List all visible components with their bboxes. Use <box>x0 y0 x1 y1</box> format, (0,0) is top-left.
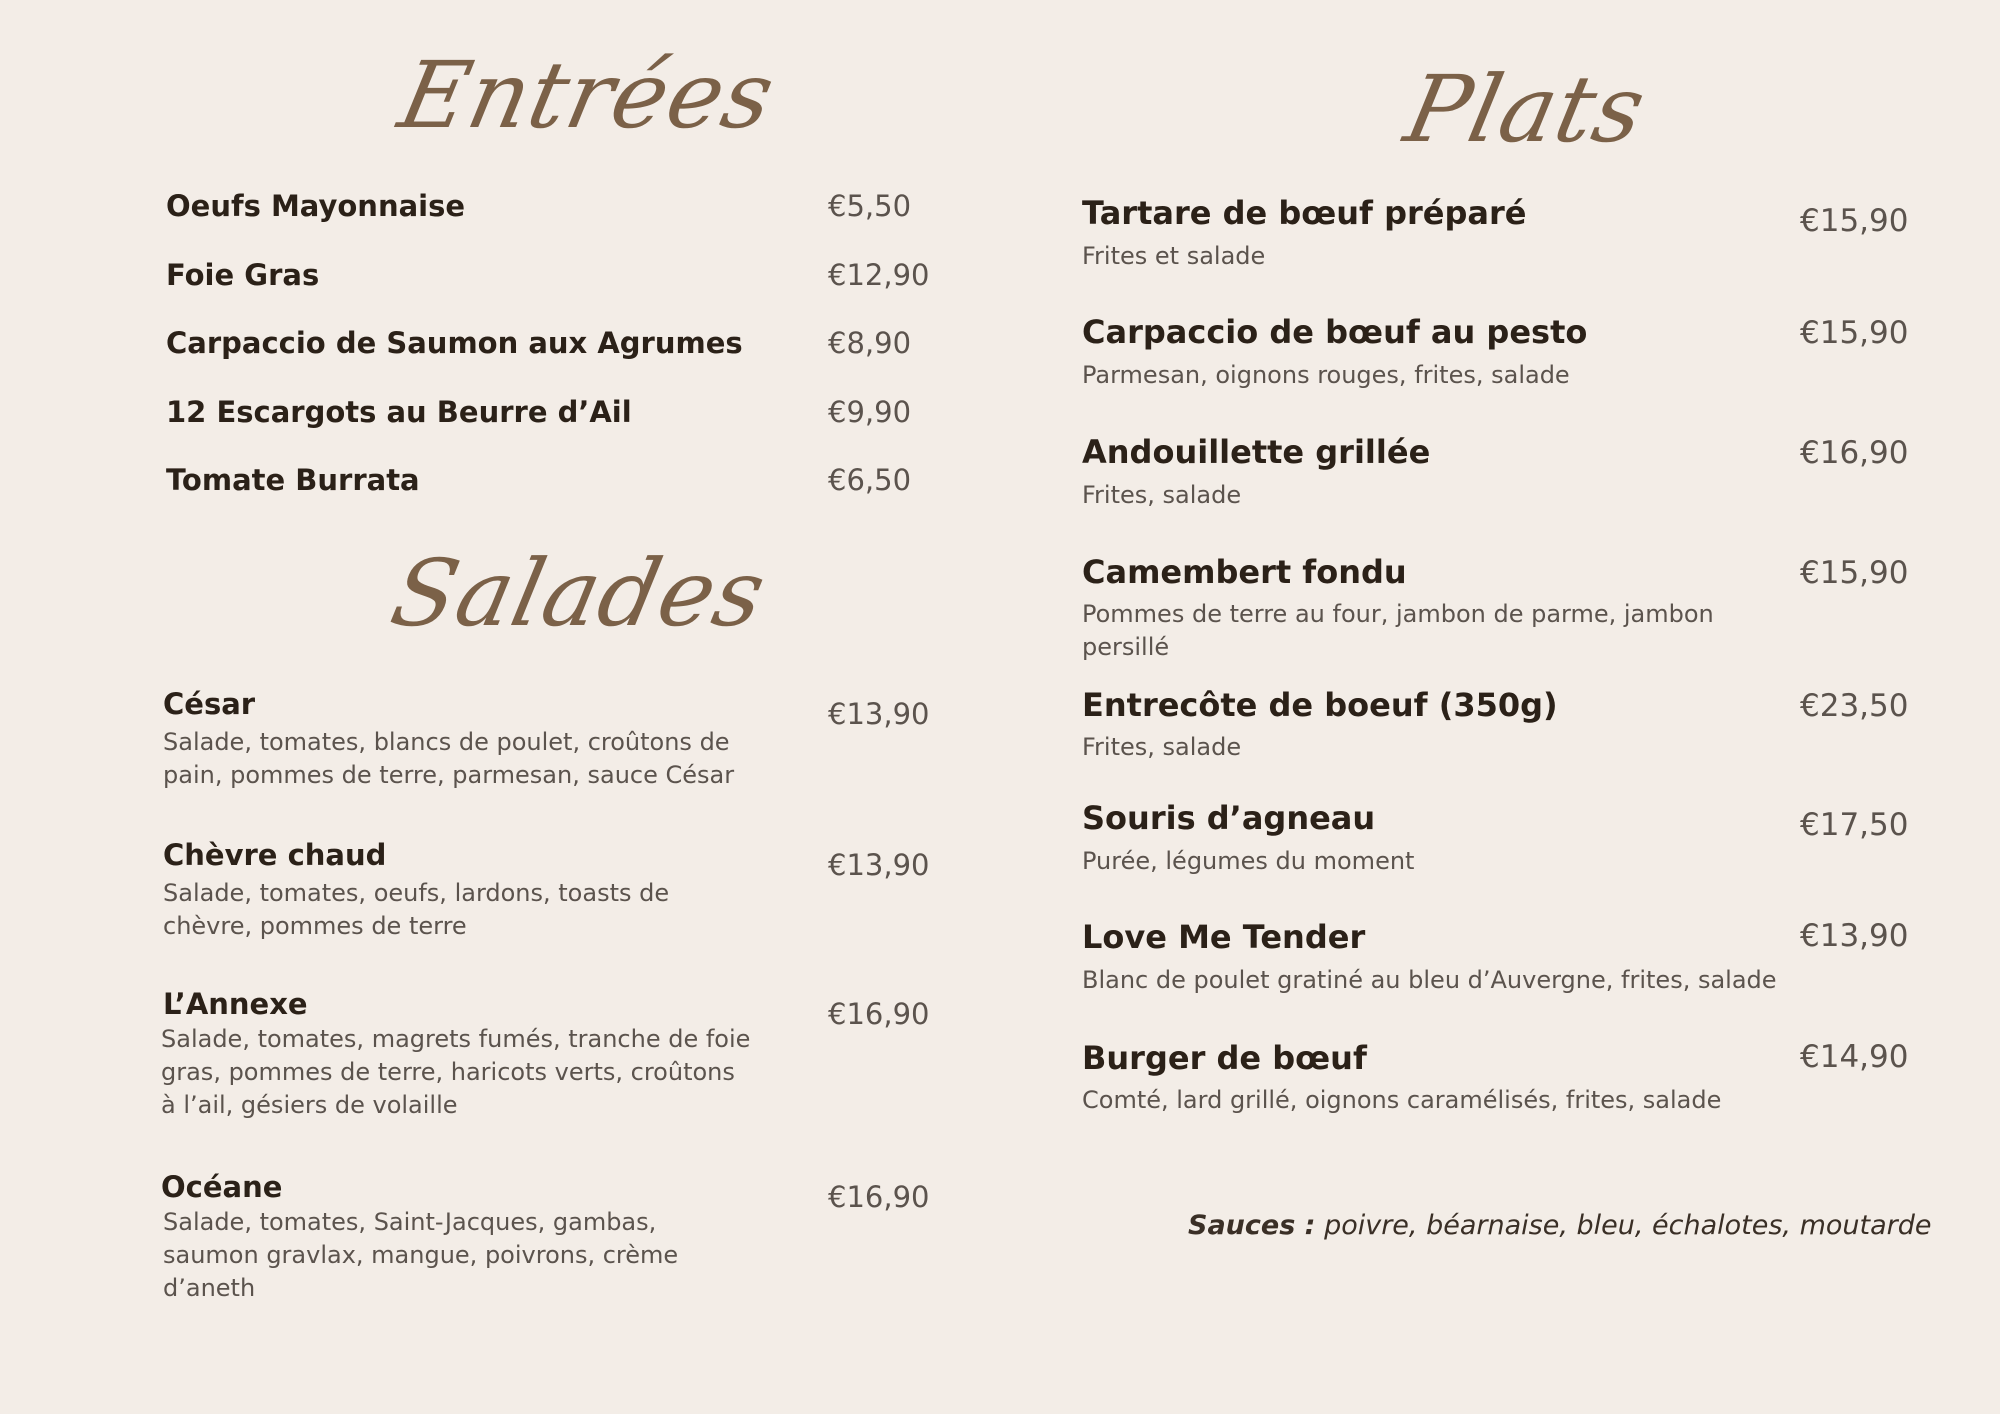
entree-price: €8,90 <box>828 326 912 360</box>
plat-price: €15,90 <box>1800 555 1909 591</box>
plat-desc: Comté, lard grillé, oignons caramélisés, frites, salade <box>1082 1086 1722 1114</box>
plat-name: Carpaccio de bœuf au pesto <box>1082 313 1588 351</box>
entree-name: 12 Escargots au Beurre d’Ail <box>166 395 632 429</box>
entree-price: €12,90 <box>828 258 930 292</box>
plats-title: Plats <box>1396 56 1655 163</box>
entree-name: Foie Gras <box>166 258 320 292</box>
plat-price: €13,90 <box>1800 918 1909 954</box>
plat-desc: Pommes de terre au four, jambon de parme, jambon persillé <box>1082 600 1714 661</box>
sauces-label: Sauces : <box>1188 1210 1316 1241</box>
salade-name: L’Annexe <box>163 987 308 1021</box>
entree-name: Tomate Burrata <box>166 463 420 497</box>
salade-price: €13,90 <box>828 848 930 882</box>
salade-price: €16,90 <box>828 1180 930 1214</box>
plat-name: Love Me Tender <box>1082 918 1366 956</box>
plat-desc: Blanc de poulet gratiné au bleu d’Auvergne, frites, salade <box>1082 966 1777 994</box>
entree-price: €9,90 <box>828 395 912 429</box>
salade-desc: Salade, tomates, blancs de poulet, croûtons de pain, pommes de terre, parmesan, sauce César <box>163 728 735 789</box>
entree-price: €6,50 <box>828 463 912 497</box>
plat-name: Burger de bœuf <box>1082 1039 1367 1077</box>
salade-desc: Salade, tomates, magrets fumés, tranche de foie gras, pommes de terre, haricots verts, croûtons à l’ail, gésiers de volaille <box>161 1025 751 1119</box>
plat-price: €14,90 <box>1800 1039 1909 1075</box>
salade-name: Océane <box>161 1170 283 1204</box>
plat-desc: Frites, salade <box>1082 733 1242 761</box>
plat-name: Tartare de bœuf préparé <box>1082 194 1527 232</box>
plat-price: €15,90 <box>1800 315 1909 351</box>
entree-price: €5,50 <box>828 189 912 223</box>
entree-name: Carpaccio de Saumon aux Agrumes <box>166 326 743 360</box>
plat-price: €23,50 <box>1800 688 1909 724</box>
sauces-note <box>1188 1210 1932 1241</box>
plat-desc: Purée, légumes du moment <box>1082 847 1415 875</box>
plat-price: €17,50 <box>1800 807 1909 843</box>
salade-desc: Salade, tomates, oeufs, lardons, toasts de chèvre, pommes de terre <box>163 879 670 940</box>
salade-price: €16,90 <box>828 997 930 1031</box>
sauces-list: poivre, béarnaise, bleu, échalotes, moutarde <box>1315 1210 1932 1241</box>
entrees-title: Entrées <box>390 42 784 149</box>
plat-name: Camembert fondu <box>1082 553 1407 591</box>
plat-price: €16,90 <box>1800 435 1909 471</box>
salade-name: Chèvre chaud <box>163 838 387 872</box>
plat-name: Entrecôte de boeuf (350g) <box>1082 686 1558 724</box>
plat-desc: Frites, salade <box>1082 481 1242 509</box>
salade-desc: Salade, tomates, Saint-Jacques, gambas, saumon gravlax, mangue, poivrons, crème d’aneth <box>163 1208 679 1302</box>
plat-price: €15,90 <box>1800 203 1909 239</box>
plat-desc: Frites et salade <box>1082 242 1266 270</box>
plat-desc: Parmesan, oignons rouges, frites, salade <box>1082 361 1570 389</box>
plat-name: Souris d’agneau <box>1082 799 1376 837</box>
salades-title: Salades <box>382 540 776 647</box>
entree-name: Oeufs Mayonnaise <box>166 189 466 223</box>
salade-name: César <box>163 687 256 721</box>
salade-price: €13,90 <box>828 697 930 731</box>
plat-name: Andouillette grillée <box>1082 433 1431 471</box>
